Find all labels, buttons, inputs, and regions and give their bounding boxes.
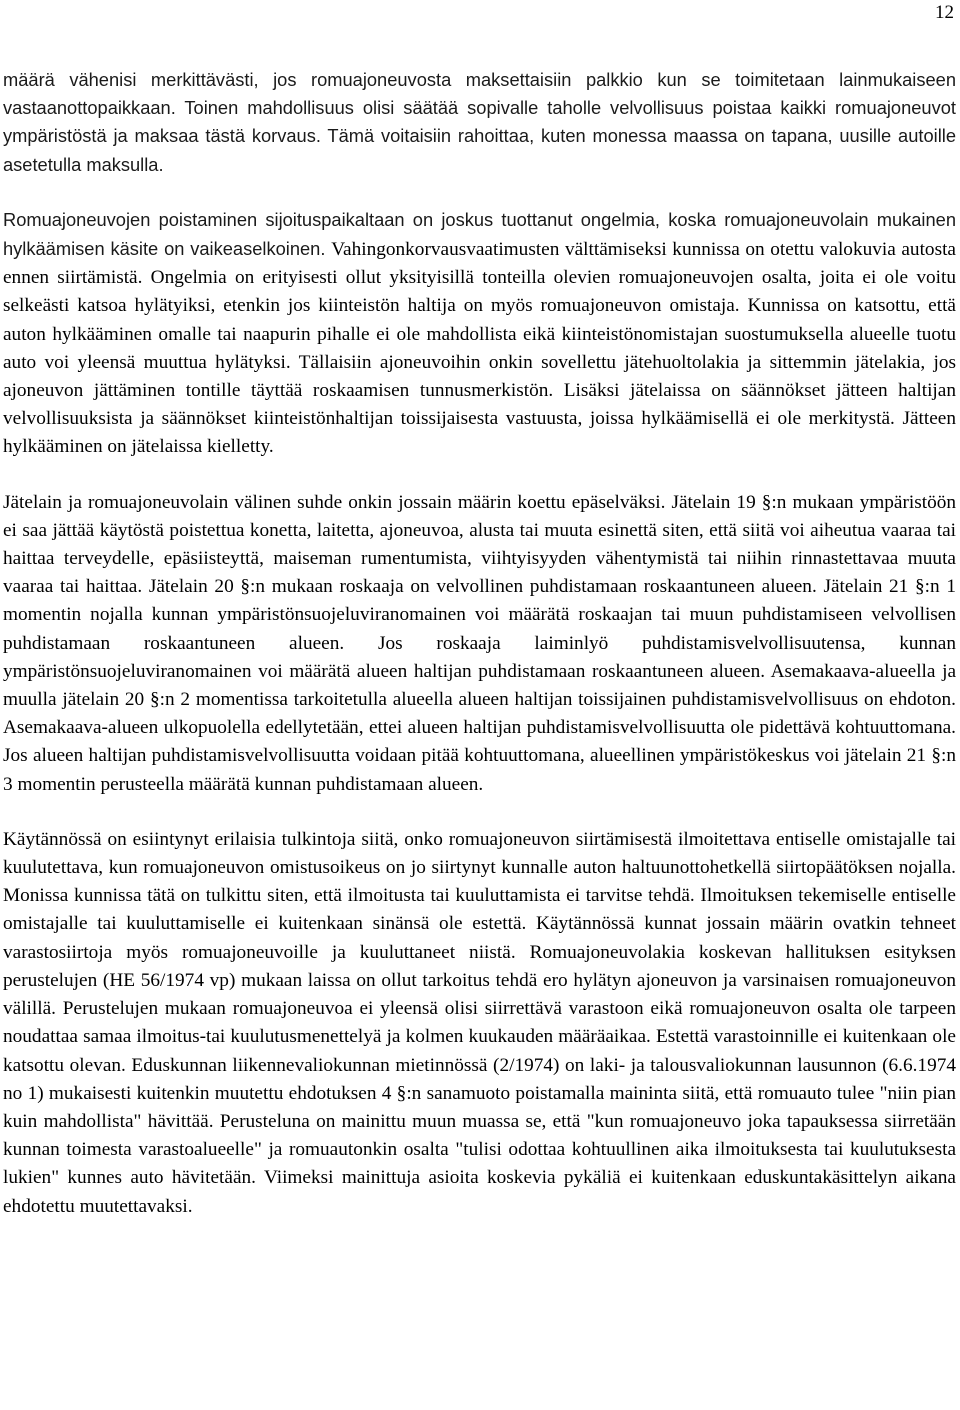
paragraph-2	[3, 206, 956, 462]
paragraph-2-text-part-1: Romuajoneuvojen poistaminen sijoituspaikaltaan on joskus tuottanut ongelmia, koska romuajoneuvolain mukainen hylkäämisen käsite on vaikeaselkoinen.	[3, 208, 956, 260]
paragraph-3	[3, 489, 956, 799]
paragraph-4-text: Käytännössä on esiintynyt erilaisia tulkintoja siitä, onko romuajoneuvon siirtämisestä ilmoitettava entiselle omistajalle tai kuulutettava, kun romuajoneuvon omistusoikeus on jo siirtynyt kunnalle auton haltuunottohetkellä siirtopäätöksen nojalla. Monissa kunnissa tätä on tulkittu siten, että ilmoitusta tai kuuluttamista ei tarvitse tehdä. Ilmoituksen tekemiselle entiselle omistajalle tai kuuluttamiselle ei kuitenkaan sinänsä ole estettä. Käytännössä kunnat jossain määrin ovatkin tehneet varastosiirtoja myös romuajoneuvoille ja kuuluttaneet niistä. Romuajoneuvolakia koskevan hallituksen esityksen perustelujen (HE 56/1974 vp) mukaan laissa on ollut tarkoitus tehdä ero hylätyn ajoneuvon ja varsinaisen romuajoneuvon välillä. Perustelujen mukaan romuajoneuvoa ei yleensä olisi siirrettävä varastoon eikä romuajoneuvon osalta ole tarpeen noudattaa samaa ilmoitus-tai kuulutusmenettelyä ja kolmen kuukauden määräaikaa. Estettä varastoinnille ei kuitenkaan ole katsottu olevan. Eduskunnan liikennevaliokunnan mietinnössä (2/1974) on laki- ja talousvaliokunnan lausunnon (6.6.1974 no 1) mukaisesti kuitenkin muutettu ehdotuksen 4 §:n sanamuoto poistamalla maininta siitä, että romuauto tulee "niin pian kuin mahdollista" hävittää. Perusteluna on mainittu muun muassa se, että "kun romuajoneuvo joka tapauksessa siirretään kunnan toimesta varastoalueelle" ja romuautonkin osalta "tulisi odottaa kohtuullinen aika ilmoituksesta tai kuulutuksesta lukien" kunnes auto hävitetään. Viimeksi mainittuja asioita koskevia pykäliä ei kuitenkaan eduskuntakäsittelyn aikana ehdotettu muutettavaksi.	[3, 828, 956, 1217]
paragraph-3-text: Jätelain ja romuajoneuvolain välinen suhde onkin jossain määrin koettu epäselväksi. Jätelain 19 §:n mukaan ympäristöön ei saa jättää käytöstä poistettua konetta, laitetta, ajoneuvoa, alusta tai muuta esinettä siten, että siitä voi aiheutua vaaraa tai haittaa terveydelle, epäsiisteyttä, maiseman rumentumista, viihtyisyyden vähentymistä tai niihin rinnastettavaa muuta vaaraa tai haittaa. Jätelain 20 §:n mukaan roskaaja on velvollinen puhdistamaan roskaantuneen alueen. Jätelain 21 §:n 1 momentin nojalla kunnan ympäristönsuojeluviranomainen voi määrätä roskaajan tai muun puhdistamiseen velvollisen puhdistamaan roskaantuneen alueen. Jos roskaaja laiminlyö puhdistamisvelvollisuutensa, kunnan ympäristönsuojeluviranomainen voi määrätä alueen haltijan puhdistamaan roskaantuneen alueen. Asemakaava-alueella ja muulla jätelain 20 §:n 2 momentissa tarkoitetulla alueella alueen haltijan toissijainen puhdistamisvelvollisuus on ehdoton. Asemakaava-alueen ulkopuolella edellytetään, ettei alueen haltijan puhdistamisvelvollisuutta ole pidettävä kohtuuttomana. Jos alueen haltijan puhdistamisvelvollisuutta voidaan pitää kohtuuttomana, alueellinen ympäristökeskus voi jätelain 21 §:n 3 momentin perusteella määrätä kunnan puhdistamaan alueen.	[3, 491, 956, 795]
document-body	[3, 66, 956, 1221]
paragraph-1-text: määrä vähenisi merkittävästi, jos romuajoneuvosta maksettaisiin palkkio kun se toimitetaan lainmukaiseen vastaanottopaikkaan. Toinen mahdollisuus olisi säätää sopivalle taholle velvollisuus poistaa kaikki romuajoneuvot ympäristöstä ja maksaa tästä korvaus. Tämä voitaisiin rahoittaa, kuten monessa maassa on tapana, uusille autoille asetetulla maksulla.	[3, 69, 956, 175]
paragraph-4	[3, 826, 956, 1221]
paragraph-1	[3, 66, 956, 179]
page-number: 12	[935, 2, 954, 23]
paragraph-2-text-part-2: Vahingonkorvausvaatimusten välttämiseksi kunnissa on otettu valokuvia autosta ennen siirtämistä. Ongelmia on erityisesti ollut yksityisillä tonteilla olevien romuajoneuvojen osalta, joita ei ole voitu selkeästi katsoa hylätyiksi, etenkin jos kiinteistön haltija on myös romuajoneuvon omistaja. Kunnissa on katsottu, että auton hylkääminen omalle tai naapurin pihalle ei ole mahdollista eikä kiinteistönomistajan suostumuksella alueelle tuotu auto voi yleensä muuttua hylätyksi. Tällaisiin ajoneuvoihin onkin sovellettu jätehuoltolakia ja sittemmin jätelakia, jos ajoneuvon jättäminen tontille täyttää roskaamisen tunnusmerkistön. Lisäksi jätelaissa on säännökset jätteen haltijan velvollisuuksista ja säännökset kiinteistönhaltijan toissijaisesta vastuusta, joissa hylkäämisellä ei ole merkitystä. Jätteen hylkääminen on jätelaissa kielletty.	[3, 239, 956, 458]
